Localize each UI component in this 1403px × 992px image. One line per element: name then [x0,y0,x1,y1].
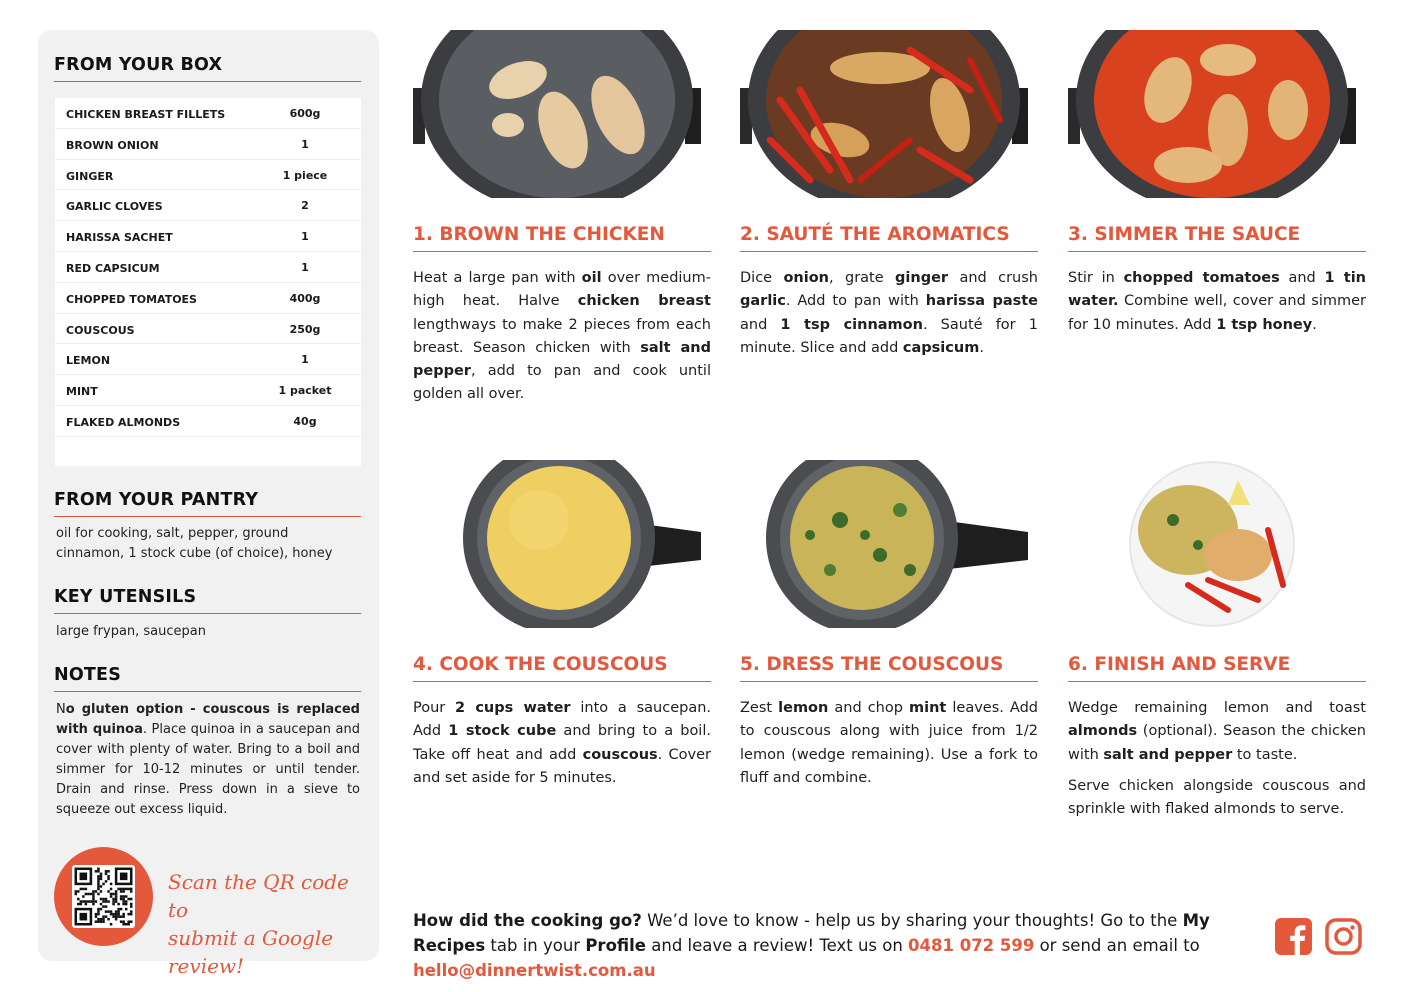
ingredient-name: GARLIC CLOVES [66,200,163,214]
step-text-part: , add to pan and cook until golden all over. [413,363,711,403]
step-text [1068,267,1366,337]
step-text-part: and [740,316,781,333]
ingredient-name: FLAKED ALMONDS [66,415,181,429]
step-text [413,267,711,407]
ingredient-name: HARISSA SACHET [66,231,173,245]
sidebar [38,30,379,978]
step-ingredient: chopped tomatoes [1123,270,1280,286]
step-text-part: . Cover and set aside for 5 minutes. [413,746,711,786]
ingredient-name: COUSCOUS [66,323,135,337]
step-ingredient: oil [581,270,602,286]
step-ingredient: lemon [778,700,829,716]
notes-text [56,700,360,820]
step-title: 4. COOK THE COUSCOUS [413,654,711,682]
ingredient-name: GINGER [66,169,114,183]
step-paragraph [740,267,1038,360]
ingredient-qty: 1 [301,137,309,151]
step-text-part: Combine well, cover and simmer for 10 minutes. Add [1068,293,1366,333]
step-text-part: Serve chicken alongside couscous and sprinkle with flaked almonds to serve. [1068,777,1366,818]
notes-part: o gluten option - couscous is replaced with quinoa [56,702,360,737]
facebook-icon[interactable] [1275,918,1312,955]
chicken-in-pan-image [413,30,711,198]
step-text-part: . Sauté for 1 minute. Slice and add [740,316,1038,356]
step-ingredient: almonds [1068,723,1138,740]
ingredient-row [55,221,361,252]
step-text [1068,697,1366,821]
qr-caption-line: submit a Google review! [168,926,334,978]
step-title: 5. DRESS THE COUSCOUS [740,654,1038,682]
step-text [740,267,1038,360]
step-ingredient: 1 tsp cinnamon [780,316,923,333]
step-text-part: Dice [740,270,784,286]
ingredients-table [55,98,361,466]
step-title: 1. BROWN THE CHICKEN [413,224,711,252]
step-paragraph [413,697,711,790]
chicken-capsicum-pan-image [740,30,1038,198]
step-ingredient: harissa paste [925,293,1038,310]
step-title: 6. FINISH AND SERVE [1068,654,1366,682]
step-ingredient: onion [783,270,830,286]
step-paragraph [1068,697,1366,767]
ingredient-name: LEMON [66,354,111,368]
step-text-part: Zest [740,700,779,716]
couscous-saucepan-image [413,460,711,628]
plated-dish-image [1068,460,1366,628]
qr-code-icon[interactable] [72,865,135,928]
step-ingredient: 1 tsp honey [1216,316,1313,333]
pantry-title: FROM YOUR PANTRY [54,490,361,517]
ingredient-qty: 250g [289,322,321,336]
phone-link[interactable]: 0481 072 599 [908,936,1035,955]
step-paragraph [1068,267,1366,337]
step-ingredient: salt and pepper [413,339,712,380]
ingredient-qty: 1 packet [278,384,332,398]
step-ingredient: 1 stock cube [448,723,557,740]
step-text-part: . [1312,316,1317,333]
step-text-part: and chop [828,700,909,716]
box-title: FROM YOUR BOX [54,55,361,82]
step-text-part: lengthways to make 2 pieces from each breast. Season chicken with [413,316,711,356]
ingredient-qty: 1 [301,353,309,367]
step-ingredient: salt and pepper [1103,746,1233,763]
footer-message [413,908,1263,983]
chicken-tomato-sauce-pan-image [1068,30,1366,198]
step-text-part: Pour [413,700,456,716]
my-recipes-label: My Recipes [413,911,1210,955]
step-title: 2. SAUTÉ THE AROMATICS [740,224,1038,252]
profile-label: Profile [585,936,646,955]
step-text-part: Heat a large pan with [413,270,582,286]
ingredient-name: MINT [66,385,98,399]
ingredient-name: CHOPPED TOMATOES [66,292,197,306]
footer-text: or send an email to [1034,936,1200,955]
step-text-part: into a saucepan. Add [413,700,712,740]
step-text-part: Stir in [1068,270,1124,286]
ingredient-row [55,375,361,406]
step-ingredient: 2 cups water [455,700,571,716]
notes-part: N [56,702,66,717]
qr-caption [168,868,368,980]
ingredient-row [55,344,361,375]
step-paragraph [413,267,711,407]
ingredient-qty: 2 [301,199,309,213]
step-text-part: to taste. [1232,746,1298,763]
ingredient-row [55,283,361,314]
step-paragraph [1068,775,1366,822]
ingredient-name: CHICKEN BREAST FILLETS [66,108,226,121]
step-text-part: , grate [829,270,896,286]
utensils-title: KEY UTENSILS [54,587,361,614]
ingredient-row [55,252,361,283]
ingredient-qty: 400g [289,291,321,305]
step-text-part: over medium-high heat. Halve [413,270,711,310]
notes-title: NOTES [54,665,361,692]
email-link[interactable]: hello@dinnertwist.com.au [413,961,656,980]
step-ingredient: capsicum [902,339,980,356]
qr-code-badge[interactable] [54,847,153,946]
step-ingredient: mint [909,700,947,716]
step-text-part: . [979,339,984,356]
ingredient-row [55,190,361,221]
footer-text: and leave a review! Text us on [646,936,909,955]
step-title: 3. SIMMER THE SAUCE [1068,224,1366,252]
ingredient-name: RED CAPSICUM [66,261,160,275]
step-text-part: . Add to pan with [785,293,926,310]
step-ingredient: couscous [582,746,658,763]
herbed-couscous-saucepan-image [740,460,1038,628]
footer-text: tab in your [485,936,586,955]
step-text-part: (optional). Season the chicken with [1068,723,1366,763]
step-text-part: and crush [948,270,1038,286]
footer-question: How did the cooking go? [413,911,642,930]
notes-part: . Place quinoa in a saucepan and cover with plenty of water. Bring to a boil and simmer for 10-12 minutes or until tender. Drain and rinse. Press down in a sieve to squeeze out excess liquid. [56,722,360,817]
step-ingredient: 1 tin water. [1068,270,1366,310]
step-text-part: and [1279,270,1325,286]
step-text-part: leaves. Add to couscous along with juice from 1/2 lemon (wedge remaining). Use a fork to fluff and combine. [740,700,1038,786]
qr-caption-line: Scan the QR code to [168,870,349,922]
ingredient-row [55,98,361,129]
step-ingredient: garlic [740,293,786,310]
ingredient-row [55,314,361,345]
utensils-text: large frypan, saucepan [56,624,206,639]
ingredient-row [55,129,361,160]
step-ingredient: chicken breast [577,293,711,310]
ingredient-qty: 1 piece [282,168,328,182]
step-text [413,697,711,790]
ingredient-name: BROWN ONION [66,138,159,152]
instagram-icon[interactable] [1325,918,1362,955]
step-text-part: and bring to a boil. Take off heat and add [413,723,711,763]
ingredient-row [55,160,361,191]
step-ingredient: ginger [895,270,949,286]
ingredient-qty: 600g [289,107,321,120]
footer-text: We’d love to know - help us by sharing your thoughts! Go to the [641,911,1183,930]
step-paragraph [740,697,1038,790]
ingredient-qty: 1 [301,230,309,244]
ingredient-qty: 40g [293,414,317,428]
step-text [740,697,1038,790]
ingredient-row [55,406,361,437]
pantry-text: oil for cooking, salt, pepper, ground cinnamon, 1 stock cube (of choice), honey [56,526,333,561]
step-text-part: Wedge remaining lemon and toast [1068,700,1366,716]
ingredient-qty: 1 [301,260,309,274]
